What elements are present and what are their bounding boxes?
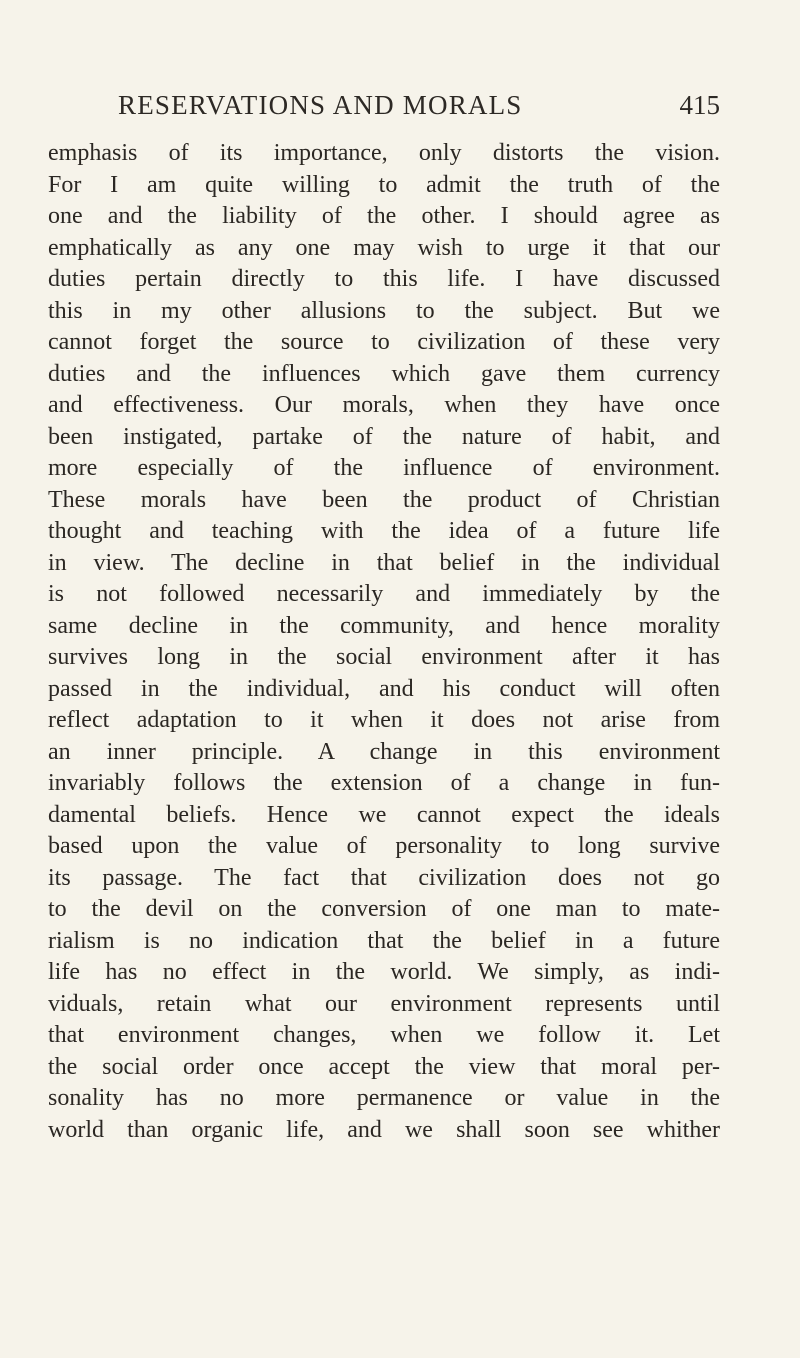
text-line: that environment changes, when we follow it. Let [48,1022,720,1048]
text-line: is not followed necessarily and immediately by the [48,581,720,607]
page-number: 415 [679,90,720,120]
text-line: damental beliefs. Hence we cannot expect the ideals [48,801,720,828]
text-line: in view. The decline in that belief in the individual [48,549,720,576]
text-line: and effectiveness. Our morals, when they have once [48,392,720,418]
text-line: its passage. The fact that civilization does not go [48,864,720,891]
text-line: based upon the value of personality to long survive [48,833,720,859]
text-line: survives long in the social environment after it has [48,644,720,670]
text-line: duties pertain directly to this life. I have discussed [48,266,720,292]
text-line: been instigated, partake of the nature of habit, and [48,423,720,450]
text-line: one and the liability of the other. I should agree as [48,203,720,229]
text-line: duties and the influences which gave them currency [48,360,720,387]
text-line: rialism is no indication that the belief in a future [48,927,720,954]
text-line: emphasis of its importance, only distorts the vision. [48,140,720,166]
text-line: These morals have been the product of Christian [48,486,720,513]
running-title: RESERVATIONS AND MORALS [118,90,523,120]
text-line: passed in the individual, and his conduct will often [48,675,720,702]
text-line: viduals, retain what our environment represents until [48,990,720,1017]
text-line: reflect adaptation to it when it does not arise from [48,707,720,733]
running-header [48,90,720,130]
text-line: For I am quite willing to admit the truth of the [48,171,720,198]
text-line: cannot forget the source to civilization of these very [48,329,720,355]
text-line: world than organic life, and we shall soon see whither [48,1116,720,1143]
text-line: emphatically as any one may wish to urge it that our [48,234,720,261]
text-line: life has no effect in the world. We simply, as indi- [48,959,720,985]
text-line: thought and teaching with the idea of a future life [48,518,720,544]
body-text [48,138,720,1146]
text-line: more especially of the influence of environment. [48,455,720,481]
text-line: the social order once accept the view that moral per- [48,1053,720,1080]
text-line: same decline in the community, and hence morality [48,612,720,639]
text-line: this in my other allusions to the subject. But we [48,297,720,324]
text-line: to the devil on the conversion of one man to mate- [48,896,720,922]
text-line: sonality has no more permanence or value in the [48,1085,720,1111]
text-line: invariably follows the extension of a change in fun- [48,770,720,796]
text-line: an inner principle. A change in this environment [48,738,720,765]
